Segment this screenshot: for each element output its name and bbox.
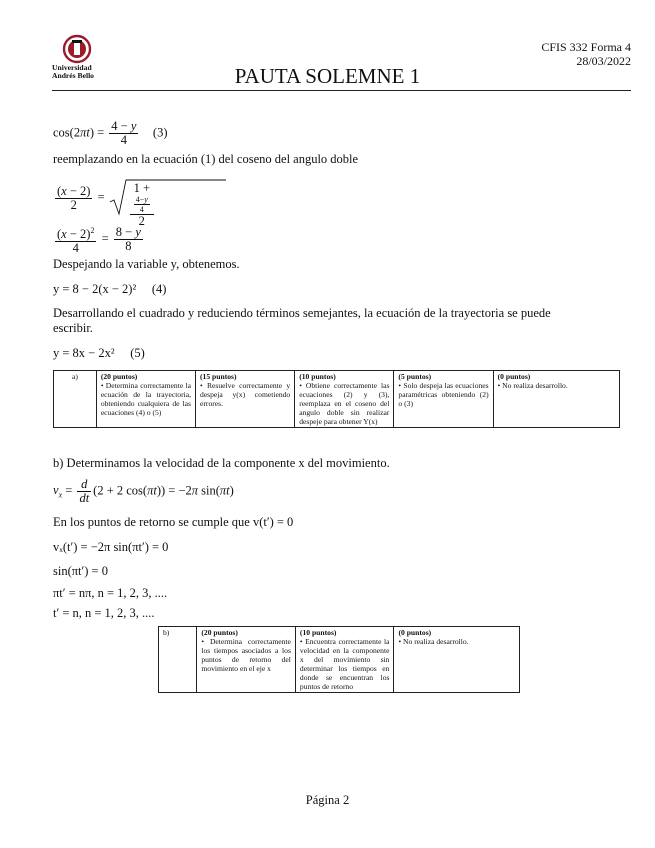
- page-number: Página 2: [305, 793, 350, 807]
- equation-vx: $v_x$ = $\frac{d}{dt}$ (2 + 2 cos(πt)) = −2π sin(πt): [53, 477, 234, 505]
- equation-square: $\frac{(x - 2)^2}{4}$ = $\frac{8 - y}{8}$: [57, 225, 141, 256]
- rubric-b-cell: (10 puntos) • Encuentra correctamente la velocidad en la componente x del movimiento sin determinar los tiempos en donde se encuentran los puntos de retorno: [295, 627, 394, 693]
- university-crest-icon: [62, 34, 92, 64]
- rubric-b-cell: (0 puntos) • No realiza desarrollo.: [394, 627, 520, 693]
- rubric-b-label: b): [159, 627, 197, 693]
- equation-5-tag: (5): [130, 346, 145, 360]
- course-code: CFIS 332 Forma 4: [541, 40, 631, 54]
- equation-t: t′ = n, n = 1, 2, 3, ....: [53, 606, 155, 620]
- sqrt-radical-icon: [108, 178, 228, 218]
- text-reemplazando: reemplazando en la ecuación (1) del coseno del angulo doble: [53, 152, 359, 166]
- rubric-a-label: a): [54, 371, 97, 428]
- equation-5: y = 8x − 2x² (5): [53, 346, 145, 360]
- equation-3-tag: (3): [152, 125, 168, 140]
- equation-sin-zero: sin(πt′) = 0: [53, 564, 108, 578]
- rubric-table-a: [53, 370, 620, 428]
- text-desarrollando: Desarrollando el cuadrado y reduciendo términos semejantes, la ecuación de la trayectoria se puede escribir.: [53, 306, 551, 335]
- table-row: [54, 371, 620, 428]
- page-title: PAUTA SOLEMNE 1: [234, 64, 421, 88]
- table-row: [159, 627, 520, 693]
- rubric-a-cell: (15 puntos) • Resuelve correctamente y despeja y(x) cometiendo errores.: [196, 371, 295, 428]
- equation-4: y = 8 − 2(x − 2)² (4): [53, 282, 167, 296]
- rubric-table-b: [158, 626, 520, 693]
- equation-4-tag: (4): [151, 282, 167, 296]
- header-rule: [52, 90, 631, 91]
- equation-3: cos(2πt) = $\frac{4 - y}{4}$ (3): [53, 119, 168, 147]
- text-part-b: b) Determinamos la velocidad de la componente x del movimiento.: [53, 456, 390, 470]
- equation-sqrt: $\frac{(x - 2)}{2}$ = 1 + 4−y 4 2: [53, 178, 228, 218]
- exam-date: 28/03/2022: [576, 54, 631, 68]
- text-retorno: En los puntos de retorno se cumple que v(t′) = 0: [53, 515, 294, 529]
- equation-pi-t: πt′ = nπ, n = 1, 2, 3, ....: [53, 586, 168, 600]
- text-despejando: Despejando la variable y, obtenemos.: [53, 257, 240, 271]
- rubric-a-cell: (20 puntos) • Determina correctamente la ecuación de la trayectoria, obteniendo cualquiera de las ecuaciones (4) o (5): [96, 371, 195, 428]
- rubric-b-cell: (20 puntos) • Determina correctamente los tiempos asociados a los puntos de retorno del movimiento en el eje x: [197, 627, 296, 693]
- equation-vx-zero: vₓ(t′) = −2π sin(πt′) = 0: [53, 540, 169, 554]
- rubric-a-cell: (5 puntos) • Solo despeja las ecuaciones paramétricas obteniendo (2) o (3): [394, 371, 493, 428]
- rubric-a-cell: (10 puntos) • Obtiene correctamente las ecuaciones (2) y (3), reemplaza en el coseno del angulo doble sin realizar despeje para obtener Y(x): [295, 371, 394, 428]
- rubric-a-cell: (0 puntos) • No realiza desarrollo.: [493, 371, 619, 428]
- university-name-line1: Universidad: [52, 63, 92, 72]
- university-name-line2: Andrés Bello: [52, 71, 94, 80]
